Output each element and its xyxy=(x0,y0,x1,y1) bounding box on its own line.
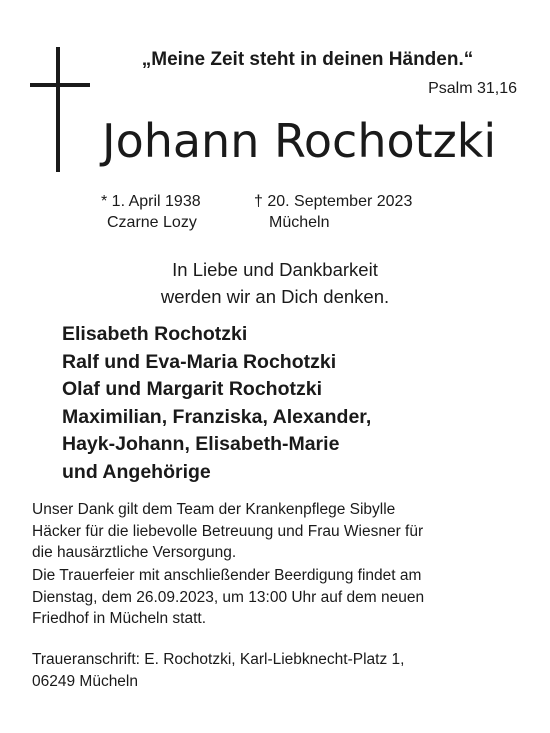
deceased-name: Johann Rochotzki xyxy=(102,114,497,168)
birth-place: Czarne Lozy xyxy=(107,214,197,231)
mourner-line: und Angehörige xyxy=(62,460,211,483)
thanks-line: die hausärztliche Versorgung. xyxy=(32,544,237,561)
death-place: Mücheln xyxy=(269,214,330,231)
thanks-line: Unser Dank gilt dem Team der Krankenpflege Sibylle xyxy=(32,501,396,518)
cross-icon xyxy=(30,47,90,172)
quote-reference: Psalm 31,16 xyxy=(428,80,517,97)
service-line: Dienstag, dem 26.09.2023, um 13:00 Uhr auf dem neuen xyxy=(32,588,425,606)
mourning-address xyxy=(32,649,532,692)
mourner-line: Olaf und Margarit Rochotzki xyxy=(62,378,323,400)
birth-info xyxy=(101,191,201,233)
mourners-list xyxy=(62,321,371,486)
death-date: † 20. September 2023 xyxy=(254,193,413,210)
address-line: 06249 Mücheln xyxy=(32,672,138,690)
mourner-line: Maximilian, Franziska, Alexander, xyxy=(62,405,372,428)
thanks-paragraph xyxy=(32,499,532,564)
mourner-line: Elisabeth Rochotzki xyxy=(62,323,248,345)
bible-quote: „Meine Zeit steht in deinen Händen.“ xyxy=(141,49,474,70)
service-line: Die Trauerfeier mit anschließender Beerdigung findet am xyxy=(32,567,422,584)
mourner-line: Hayk-Johann, Elisabeth-Marie xyxy=(62,433,340,455)
tribute-text xyxy=(0,256,550,310)
birth-date: * 1. April 1938 xyxy=(101,193,201,210)
funeral-service-paragraph xyxy=(32,565,532,630)
service-line: Friedhof in Mücheln statt. xyxy=(32,610,207,627)
death-info xyxy=(254,191,412,233)
thanks-line: Häcker für die liebevolle Betreuung und Frau Wiesner für xyxy=(32,522,424,540)
tribute-line: In Liebe und Dankbarkeit xyxy=(172,259,378,280)
mourner-line: Ralf und Eva-Maria Rochotzki xyxy=(62,350,337,373)
tribute-line: werden wir an Dich denken. xyxy=(160,286,390,307)
address-line: Traueranschrift: E. Rochotzki, Karl-Liebknecht-Platz 1, xyxy=(32,651,405,668)
